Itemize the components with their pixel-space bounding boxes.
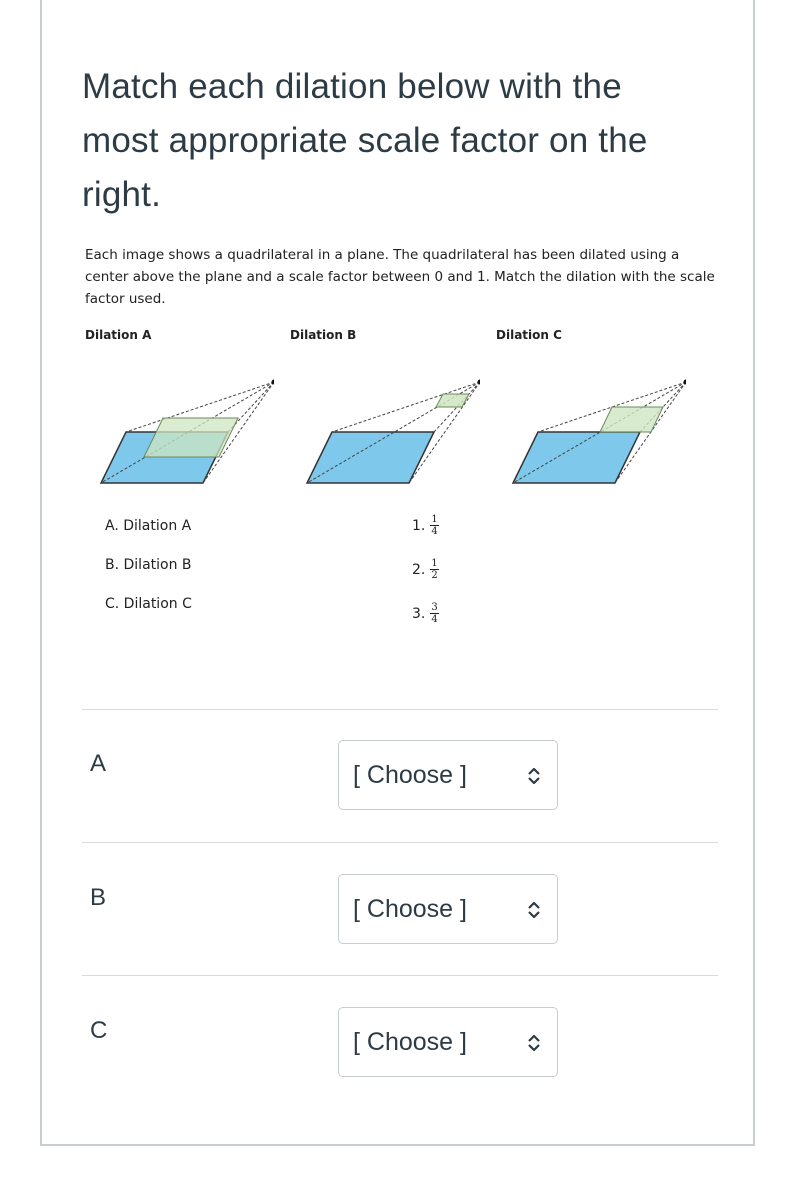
numerator: 1	[431, 514, 438, 525]
answer-label-c: C	[90, 1017, 108, 1044]
answer-label-b: B	[90, 884, 107, 911]
figure-label-b: Dilation B	[290, 328, 357, 342]
denominator: 4	[431, 614, 438, 625]
scale-factor-2	[412, 558, 439, 581]
scale-factor-number: 2.	[412, 561, 426, 578]
answer-select-a[interactable]	[338, 740, 558, 810]
scale-factor-number: 1.	[412, 517, 426, 534]
base-quadrilateral	[513, 432, 640, 483]
option-c: C. Dilation C	[105, 596, 192, 612]
row-divider	[82, 842, 718, 843]
chevron-up-down-icon	[527, 767, 541, 785]
row-divider	[82, 709, 718, 710]
chevron-up-down-icon	[527, 901, 541, 919]
option-a: A. Dilation A	[105, 518, 192, 534]
answer-select-c[interactable]	[338, 1007, 558, 1077]
dilated-image	[436, 394, 469, 407]
numerator: 1	[431, 558, 438, 569]
dilation-c-figure	[506, 370, 686, 492]
option-b: B. Dilation B	[105, 557, 192, 573]
figure-label-c: Dilation C	[496, 328, 562, 342]
fraction	[430, 602, 438, 625]
chevron-up-down-icon	[527, 1034, 541, 1052]
select-value: [ Choose ]	[353, 895, 467, 923]
row-divider	[82, 975, 718, 976]
dilated-image	[144, 418, 238, 457]
numerator: 3	[431, 602, 438, 613]
select-value: [ Choose ]	[353, 1028, 467, 1056]
question-title: Match each dilation below with the most appropriate scale factor on the right.	[82, 67, 648, 214]
question-card	[40, 0, 755, 1146]
figure-label-a: Dilation A	[85, 328, 152, 342]
dilation-b-figure	[300, 370, 480, 492]
denominator: 4	[431, 526, 438, 537]
select-value: [ Choose ]	[353, 761, 467, 789]
base-quadrilateral	[307, 432, 434, 483]
fraction	[430, 514, 438, 537]
question-instructions: Each image shows a quadrilateral in a plane. The quadrilateral has been dilated using a center above the plane and a scale factor between 0 and 1. Match the dilation with the scale factor used.	[85, 247, 715, 307]
answer-label-a: A	[90, 750, 107, 777]
scale-factor-1	[412, 514, 439, 537]
scale-factor-3	[412, 602, 439, 625]
fraction	[430, 558, 438, 581]
answer-select-b[interactable]	[338, 874, 558, 944]
denominator: 2	[431, 570, 438, 581]
scale-factor-number: 3.	[412, 605, 426, 622]
dilation-a-figure	[94, 370, 274, 492]
